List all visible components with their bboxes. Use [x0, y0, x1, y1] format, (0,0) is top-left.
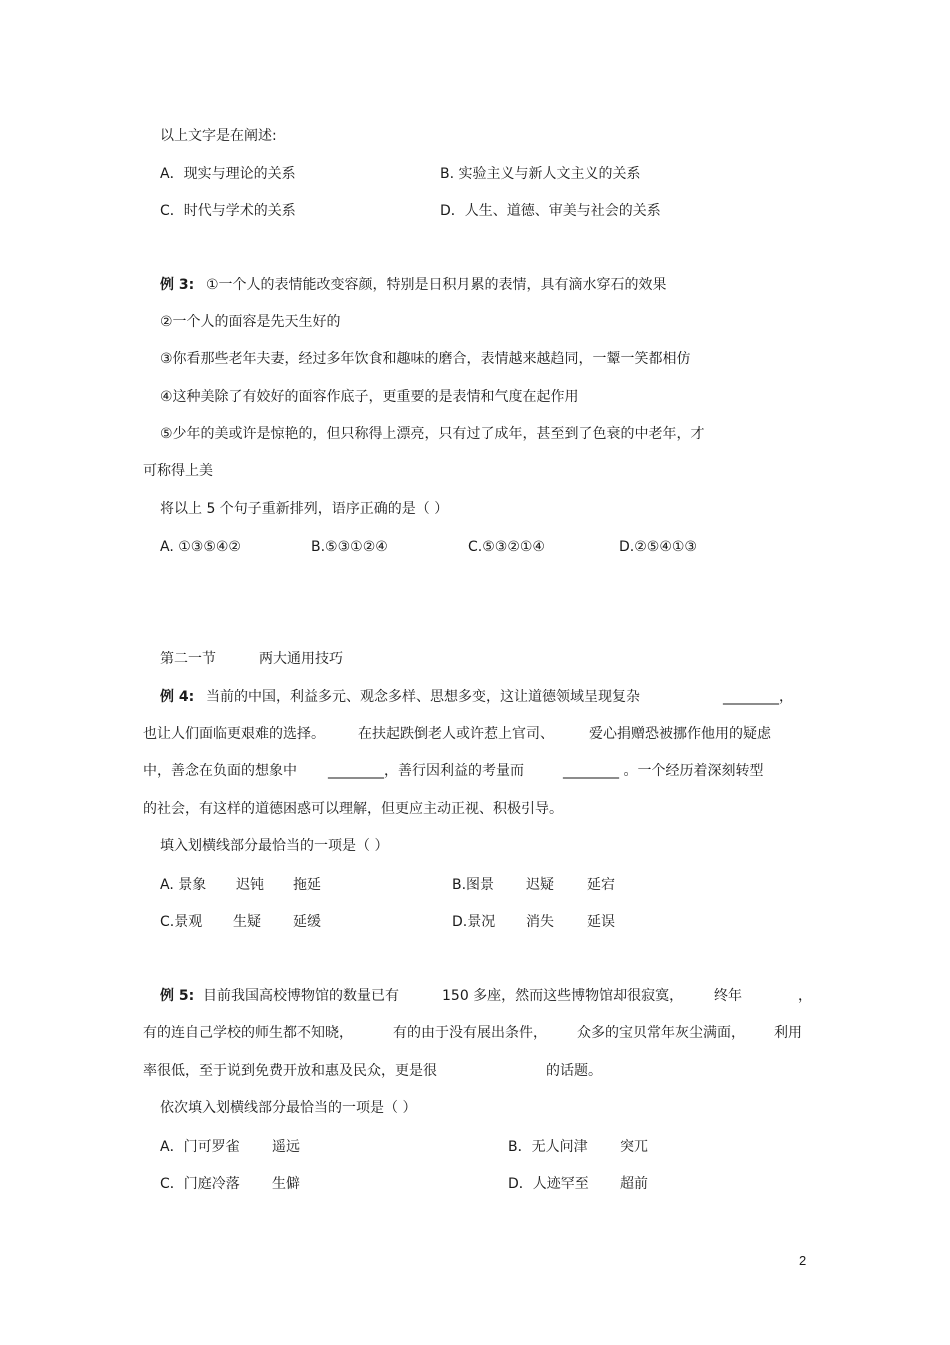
ex4-text-line2b: 在扶起跌倒老人或许惹上官司、	[358, 726, 554, 742]
ex5-text-line2c: 众多的宝贝常年灰尘满面，	[577, 1025, 745, 1041]
intro-option-b: B. 实验主义与新人文主义的关系	[440, 166, 641, 182]
ex5-text-line1b: 150 多座，然而这些博物馆却很寂寞，	[442, 988, 684, 1004]
intro-option-d: D．人生、道德、审美与社会的关系	[440, 203, 661, 219]
ex3-sentence-1: ①一个人的表情能改变容颜，特别是日积月累的表情，具有滴水穿石的效果	[206, 277, 667, 293]
intro-option-a: A．现实与理论的关系	[160, 166, 296, 182]
ex4-option-c-word3: 延缓	[293, 914, 321, 930]
ex5-option-a-word2: 遥远	[272, 1139, 300, 1155]
ex5-option-b-label: B．无人问津	[508, 1139, 588, 1155]
ex3-sentence-5: ⑤少年的美或许是惊艳的，但只称得上漂亮，只有过了成年，甚至到了色衰的中老年，才	[160, 426, 705, 442]
ex5-text-line2b: 有的由于没有展出条件，	[393, 1025, 547, 1041]
ex4-option-b-word3: 延宕	[587, 877, 615, 893]
ex4-option-c-label: C.景观	[160, 914, 203, 930]
ex4-text-line4: 的社会，有这样的道德困惑可以理解，但更应主动正视、积极引导。	[143, 801, 563, 817]
ex4-blank-2: ________，善行因利益的考量而	[328, 763, 524, 779]
ex4-option-d-label: D.景况	[452, 914, 496, 930]
ex4-label: 例 4:	[160, 689, 195, 705]
ex4-text-line2c: 爱心捐赠恐被挪作他用的疑虑	[589, 726, 771, 742]
page-number: 2	[799, 1253, 807, 1268]
ex3-sentence-5-cont: 可称得上美	[143, 463, 213, 479]
ex3-label: 例 3:	[160, 277, 195, 293]
ex5-text-line2d: 利用	[774, 1025, 802, 1041]
ex5-option-d-word2: 超前	[620, 1176, 648, 1192]
ex3-sentence-3: ③你看那些老年夫妻，经过多年饮食和趣味的磨合，表情越来越趋同，一颦一笑都相仿	[160, 351, 691, 367]
ex3-option-b: B.⑤③①②④	[311, 539, 388, 555]
intro-question: 以上文字是在阐述:	[160, 128, 277, 144]
ex4-question: 填入划横线部分最恰当的一项是（ ）	[160, 838, 389, 854]
ex3-option-a: A. ①③⑤④②	[160, 539, 241, 555]
ex4-option-a-word3: 拖延	[293, 877, 321, 893]
ex4-option-c-word2: 生疑	[233, 914, 261, 930]
ex5-text-line1a: 目前我国高校博物馆的数量已有	[203, 988, 399, 1004]
ex5-text-line3b: 的话题。	[546, 1063, 602, 1079]
section-number: 第二一节	[160, 651, 216, 667]
ex4-text-line1: 当前的中国，利益多元、观念多样、思想多变，这让道德领域呈现复杂	[206, 689, 640, 705]
ex4-option-a-word2: 迟钝	[236, 877, 264, 893]
ex5-text-line2a: 有的连自己学校的师生都不知晓，	[143, 1025, 353, 1041]
section-title: 两大通用技巧	[259, 651, 343, 667]
ex4-option-a-label: A. 景象	[160, 877, 207, 893]
ex3-sentence-4: ④这种美除了有姣好的面容作底子，更重要的是表情和气度在起作用	[160, 389, 579, 405]
ex5-text-line1c: 终年	[714, 988, 742, 1004]
ex4-option-b-word2: 迟疑	[526, 877, 554, 893]
ex3-option-d: D.②⑤④①③	[619, 539, 697, 555]
ex5-option-c-word2: 生僻	[272, 1176, 300, 1192]
ex5-option-c-label: C．门庭冷落	[160, 1176, 240, 1192]
ex4-text-line3a: 中，善念在负面的想象中	[143, 763, 297, 779]
ex4-text-line2a: 也让人们面临更艰难的选择。	[143, 726, 325, 742]
ex4-option-d-word3: 延误	[587, 914, 615, 930]
ex5-question: 依次填入划横线部分最恰当的一项是（ ）	[160, 1100, 417, 1116]
ex4-blank-3: ________ 。一个经历着深刻转型	[563, 763, 764, 779]
ex4-option-b-label: B.图景	[452, 877, 495, 893]
ex3-sentence-2: ②一个人的面容是先天生好的	[160, 314, 341, 330]
ex5-text-line1d: ，	[798, 988, 812, 1004]
ex5-text-line3a: 率很低，至于说到免费开放和惠及民众，更是很	[143, 1063, 437, 1079]
intro-option-c: C．时代与学术的关系	[160, 203, 296, 219]
ex3-question: 将以上 5 个句子重新排列，语序正确的是（ ）	[160, 501, 449, 517]
ex5-option-a-label: A．门可罗雀	[160, 1139, 240, 1155]
ex4-blank-1: ________，	[723, 689, 793, 705]
ex3-option-c: C.⑤③②①④	[468, 539, 545, 555]
ex5-option-b-word2: 突兀	[620, 1139, 648, 1155]
ex4-option-d-word2: 消失	[526, 914, 554, 930]
ex5-option-d-label: D．人迹罕至	[508, 1176, 589, 1192]
ex5-label: 例 5:	[160, 988, 195, 1004]
